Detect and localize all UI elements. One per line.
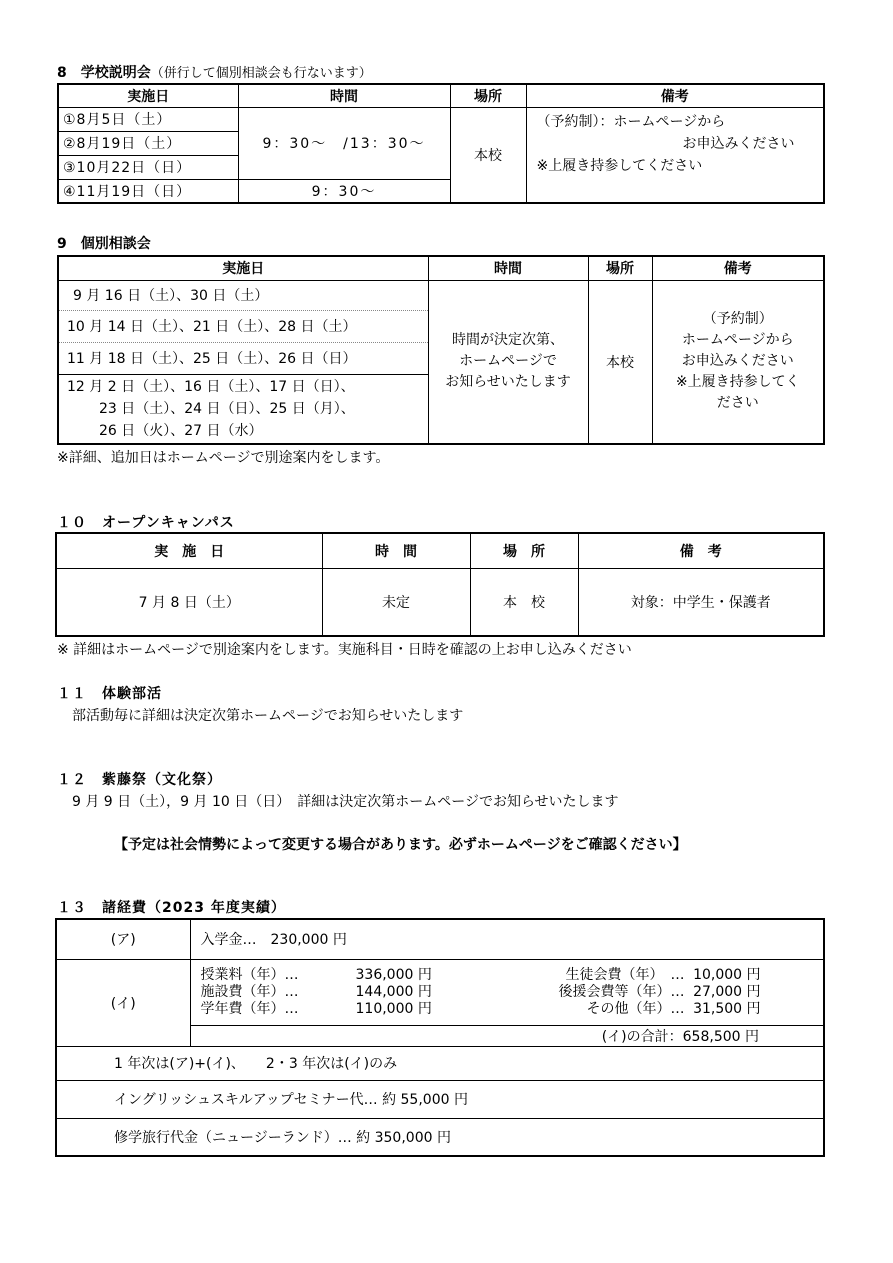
year-note: 1 年次は(ア)+(イ)、 2・3 年次は(イ)のみ — [56, 1046, 824, 1080]
table-row-date: ④11月19日（日） — [58, 179, 238, 203]
section-9-footnote: ※詳細、追加日はホームページで別途案内をします。 — [57, 450, 390, 466]
open-campus-table — [55, 532, 825, 637]
consultation-table — [57, 255, 825, 445]
date-cell: 7 月 8 日（土） — [56, 568, 322, 636]
remark-line: ※上履き持参してください — [536, 157, 703, 174]
place-cell: 本校 — [588, 280, 652, 444]
table-row-date: 10 月 14 日（土）、21 日（土）、28 日（土） — [58, 310, 428, 342]
admission-fee: 入学金… 230,000 円 — [190, 919, 824, 959]
header-date: 実施日 — [58, 84, 238, 107]
remarks-cell — [526, 107, 824, 203]
table-row-date: 9 月 16 日（土）、30 日（土） — [58, 280, 428, 310]
annual-fees — [190, 959, 824, 1025]
table-row-date: 11 月 18 日（土）、25 日（土）、26 日（日） — [58, 342, 428, 374]
time-cell: 9：30～ /13：30～ — [238, 107, 450, 179]
section-12-body: 9 月 9 日（土），9 月 10 日（日） 詳細は決定次第ホームページでお知らせいたします — [72, 794, 619, 810]
header-remarks: 備考 — [652, 256, 824, 280]
remarks-cell: （予約制） ホームページから お申込みください ※上履き持参してく ださい — [652, 280, 824, 444]
header-time: 時間 — [238, 84, 450, 107]
table-row-date: 12 月 2 日（土）、16 日（土）、17 日（日）、 23 日（土）、24 日（日）、25 日（月）、 26 日（火）、27 日（水） — [58, 374, 428, 444]
section-13-title: １３ 諸経費（2023 年度実績） — [57, 900, 286, 916]
change-notice: 【予定は社会情勢によって変更する場合があります。必ずホームページをご確認ください】 — [114, 837, 687, 853]
section-8-title: 8 学校説明会（併行して個別相談会も行ないます） — [57, 65, 372, 81]
header-place: 場所 — [450, 84, 526, 107]
header-place: 場所 — [588, 256, 652, 280]
fee-item: 生徒会費（年） … 10,000 円 — [565, 966, 761, 983]
header-time: 時間 — [428, 256, 588, 280]
fee-label-i: (イ) — [56, 959, 190, 1046]
header-remarks: 備 考 — [578, 533, 824, 568]
school-trip-fee: 修学旅行代金（ニュージーランド）… 約 350,000 円 — [56, 1118, 824, 1156]
header-date: 実施日 — [58, 256, 428, 280]
remarks-cell: 対象：中学生・保護者 — [578, 568, 824, 636]
header-date: 実 施 日 — [56, 533, 322, 568]
fee-label-a: (ア) — [56, 919, 190, 959]
section-10-footnote: ※ 詳細はホームページで別途案内をします。実施科目・日時を確認の上お申し込みください — [57, 642, 632, 658]
section-12-title: １２ 紫藤祭（文化祭） — [57, 772, 222, 788]
briefing-table — [57, 83, 825, 204]
table-row-date: ③10月22日（日） — [58, 155, 238, 179]
table-row-date: ①8月5日（土） — [58, 107, 238, 131]
fee-total: (イ)の合計：658,500 円 — [190, 1025, 824, 1046]
table-row-date: ②8月19日（土） — [58, 131, 238, 155]
header-time: 時 間 — [322, 533, 470, 568]
fee-item: 施設費（年）… 144,000 円 — [200, 983, 432, 1000]
time-cell: 時間が決定次第、 ホームページで お知らせいたします — [428, 280, 588, 444]
header-place: 場 所 — [470, 533, 578, 568]
section-9-title: 9 個別相談会 — [57, 236, 151, 252]
section-11-title: １１ 体験部活 — [57, 686, 162, 702]
fee-item: 授業料（年）… 336,000 円 — [200, 966, 432, 983]
remark-line: （予約制）：ホームページから — [536, 113, 726, 130]
remark-line: お申込みください — [682, 135, 795, 152]
place-cell: 本 校 — [470, 568, 578, 636]
fee-item: その他（年）… 31,500 円 — [586, 1000, 761, 1017]
fees-table — [55, 918, 825, 1157]
fee-item: 後援会費等（年）… 27,000 円 — [558, 983, 761, 1000]
section-11-body: 部活動毎に詳細は決定次第ホームページでお知らせいたします — [72, 708, 464, 724]
section-10-title: １０ オープンキャンパス — [57, 515, 235, 531]
seminar-fee: イングリッシュスキルアップセミナー代… 約 55,000 円 — [56, 1080, 824, 1118]
fee-item: 学年費（年）… 110,000 円 — [200, 1000, 432, 1017]
place-cell: 本校 — [450, 107, 526, 203]
time-cell: 9：30～ — [238, 179, 450, 203]
time-cell: 未定 — [322, 568, 470, 636]
header-remarks: 備考 — [526, 84, 824, 107]
section-8-subtitle: （併行して個別相談会も行ないます） — [150, 66, 372, 81]
